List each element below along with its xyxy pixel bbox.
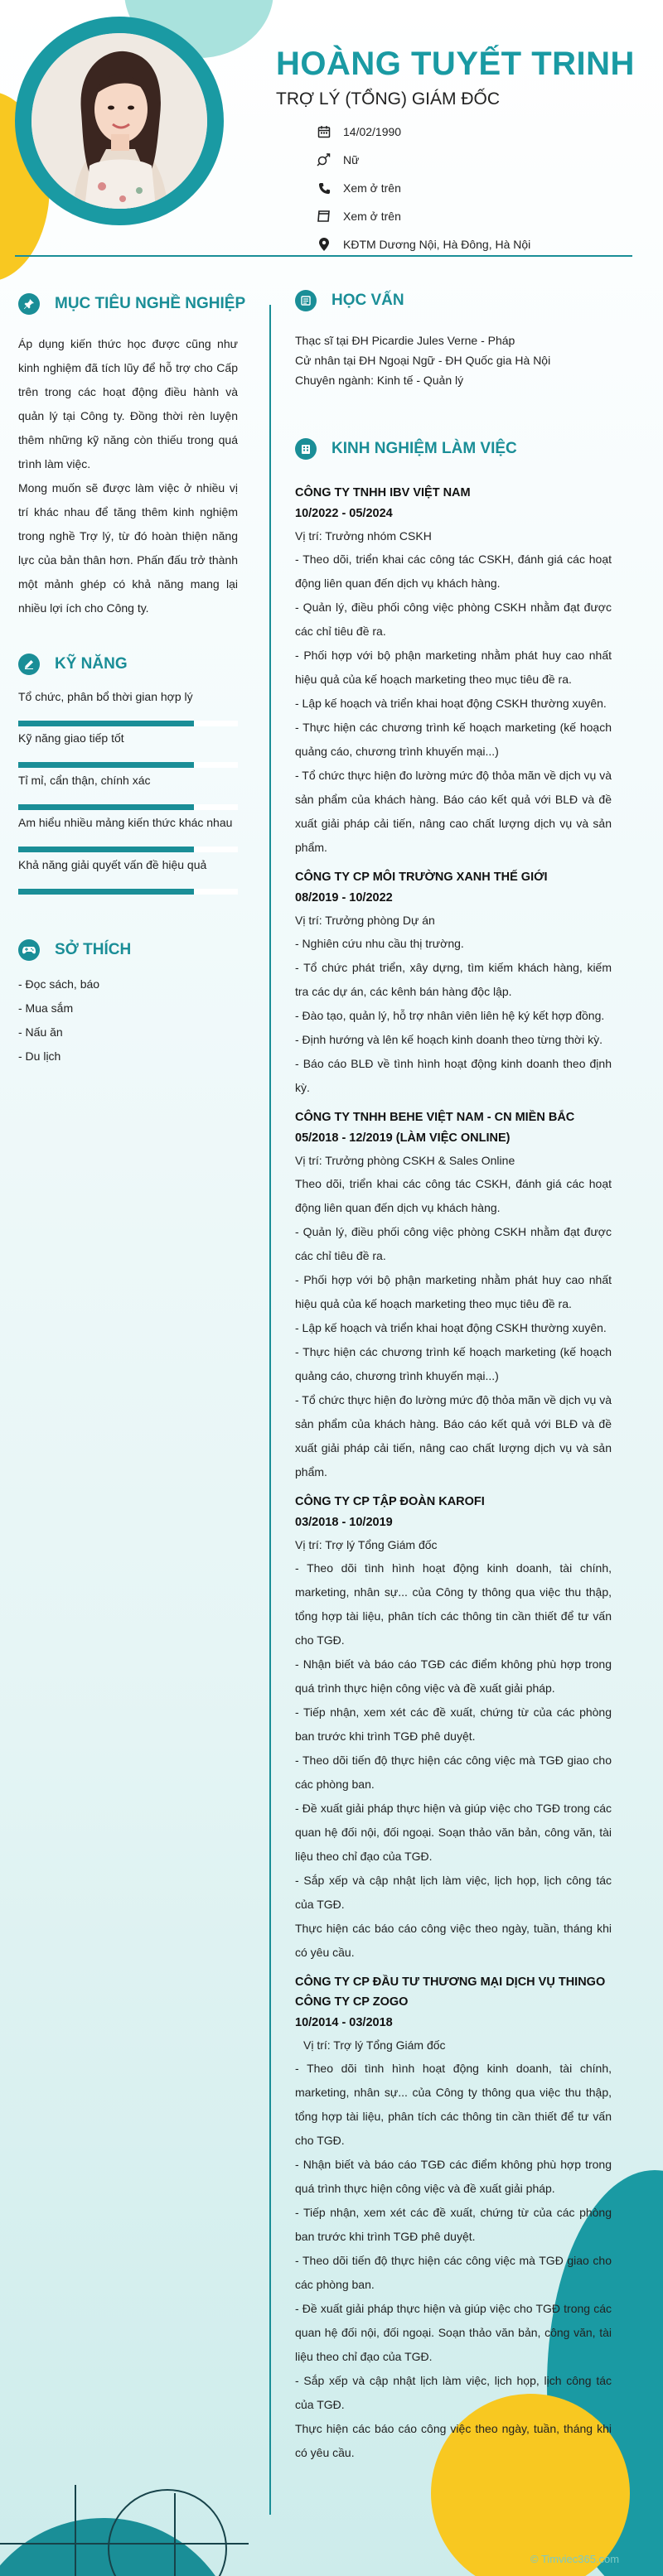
contact-gender	[317, 146, 530, 174]
job-duty: - Tiếp nhận, xem xét các đề xuất, chứng từ của các phòng ban trước khi trình TGĐ phê duyệt.	[295, 1705, 612, 1743]
objective-text	[18, 332, 238, 620]
skill-item	[18, 774, 238, 810]
contact-address-text: KĐTM Dương Nội, Hà Đông, Hà Nội	[343, 238, 531, 251]
job-period: 08/2019 - 10/2022	[295, 891, 393, 904]
location-icon	[317, 237, 332, 252]
contact-phone	[317, 174, 530, 202]
job-duty: - Lập kế hoạch và triển khai hoạt động CSKH thường xuyên.	[295, 697, 607, 710]
job-duty: - Thực hiện các chương trình kế hoạch marketing (kế hoạch quảng cáo, chương trình khuyến mại...)	[295, 721, 612, 758]
contact-email-text[interactable]: Xem ở trên	[343, 210, 401, 223]
skill-bar-fill	[18, 721, 194, 726]
job-duty: - Quản lý, điều phối công việc phòng CSKH nhằm đạt được các chỉ tiêu đề ra.	[295, 601, 612, 638]
skill-label: Tỉ mỉ, cẩn thận, chính xác	[18, 774, 151, 787]
contact-birthday	[317, 118, 530, 146]
job-period: 10/2014 - 03/2018	[295, 2016, 393, 2029]
hobbies-heading	[18, 939, 131, 961]
experience-title: KINH NGHIỆM LÀM VIỆC	[332, 440, 517, 457]
job-duty: - Phối hợp với bộ phận marketing nhằm phát huy cao nhất hiệu quả của kế hoạch marketing theo mục tiêu đề ra.	[295, 649, 612, 686]
contact-birthday-text: 14/02/1990	[343, 125, 402, 138]
watermark: © Timviec365.com	[530, 2553, 620, 2565]
skill-bar	[18, 847, 238, 852]
skill-label: Kỹ năng giao tiếp tốt	[18, 731, 124, 745]
contact-email	[317, 202, 530, 230]
job-duty: Thực hiện các báo cáo công việc theo ngày, tuần, tháng khi có yêu cầu.	[295, 1922, 612, 1959]
objective-heading	[18, 293, 245, 315]
skill-label: Tổ chức, phân bổ thời gian hợp lý	[18, 690, 193, 703]
education-line: Cử nhân tại ĐH Ngoại Ngữ - ĐH Quốc gia Hà Nội	[295, 354, 551, 367]
skill-bar	[18, 762, 238, 768]
job-entry	[295, 483, 612, 860]
skill-bar-fill	[18, 889, 194, 895]
objective-paragraph: Mong muốn sẽ được làm việc ở nhiều vị trí khác nhau để tăng thêm kinh nghiệm trong nghề Trợ lý, từ đó hoàn thiện năng lực của bản thân hơn. Phấn đấu trở thành một mảnh ghép có khả năng mang lại nhiều lợi ích cho Công ty.	[18, 481, 238, 615]
job-entry	[295, 1972, 612, 2465]
job-duty: Theo dõi, triển khai các công tác CSKH, đánh giá các hoạt động liên quan đến dịch vụ khách hàng.	[295, 1177, 612, 1214]
candidate-name: HOÀNG TUYẾT TRINH	[276, 46, 635, 82]
skill-label: Am hiểu nhiều mảng kiến thức khác nhau	[18, 816, 233, 829]
job-duty: - Sắp xếp và cập nhật lịch làm việc, lịch họp, lịch công tác của TGĐ.	[295, 1874, 612, 1911]
job-duty: - Định hướng và lên kế hoạch kinh doanh theo từng thời kỳ.	[295, 1033, 603, 1046]
job-duty: - Đề xuất giải pháp thực hiện và giúp việc cho TGĐ trong các quan hệ đối nội, đối ngoại. Soạn thảo văn bản, công văn, tài liệu theo chỉ đạo của TGĐ.	[295, 2302, 612, 2363]
job-position: Vị trí: Trưởng phòng CSKH & Sales Online	[295, 1154, 515, 1167]
job-entry	[295, 1107, 612, 1484]
job-duty: - Theo dõi tình hình hoạt động kinh doanh, tài chính, marketing, nhân sự... của Công ty thông qua việc thu thập, tổng hợp tài liệu, phân tích các thông tin cần thiết để tư vấn cho TGĐ.	[295, 2062, 612, 2147]
job-duty: - Nhận biết và báo cáo TGĐ các điểm không phù hợp trong quá trình thực hiện công việc và đề xuất giải pháp.	[295, 1657, 612, 1695]
hobby-item: - Đọc sách, báo	[18, 977, 100, 991]
job-duty: - Nhận biết và báo cáo TGĐ các điểm không phù hợp trong quá trình thực hiện công việc và đề xuất giải pháp.	[295, 2158, 612, 2195]
job-position: Vị trí: Trưởng nhóm CSKH	[295, 529, 432, 543]
hobby-item: - Du lịch	[18, 1049, 61, 1063]
job-period: 05/2018 - 12/2019 (LÀM VIỆC ONLINE)	[295, 1131, 511, 1145]
skill-item	[18, 731, 238, 768]
email-icon	[317, 209, 332, 224]
skills-title: KỸ NĂNG	[55, 655, 128, 673]
job-duty: - Nghiên cứu nhu cầu thị trường.	[295, 937, 464, 950]
contact-gender-text: Nữ	[343, 153, 360, 166]
skills-heading	[18, 654, 128, 675]
briefcase-icon	[295, 438, 317, 460]
graduation-icon	[295, 290, 317, 311]
skill-bar	[18, 889, 238, 895]
job-position: Vị trí: Trợ lý Tổng Giám đốc	[303, 2038, 446, 2052]
job-duty: - Tiếp nhận, xem xét các đề xuất, chứng từ của các phòng ban trước khi trình TGĐ phê duyệt.	[295, 2206, 612, 2243]
education-heading	[295, 290, 404, 311]
job-duty: Thực hiện các báo cáo công việc theo ngày, tuần, tháng khi có yêu cầu.	[295, 2422, 612, 2459]
skill-item	[18, 816, 238, 852]
job-duty: - Lập kế hoạch và triển khai hoạt động CSKH thường xuyên.	[295, 1321, 607, 1334]
contact-list	[317, 118, 530, 258]
job-duty: - Tổ chức thực hiện đo lường mức độ thỏa mãn về dịch vụ và sản phẩm của khách hàng. Báo cáo kết quả với BLĐ và đề xuất giải pháp cải tiến, nâng cao chất lượng dịch vụ và sản phẩm.	[295, 769, 612, 854]
job-company: CÔNG TY TNHH BEHE VIỆT NAM - CN MIỀN BẮC	[295, 1111, 575, 1124]
job-duty: - Đề xuất giải pháp thực hiện và giúp việc cho TGĐ trong các quan hệ đối nội, đối ngoại. Soạn thảo văn bản, công văn, tài liệu theo chỉ đạo của TGĐ.	[295, 1802, 612, 1863]
hobbies-title: SỞ THÍCH	[55, 941, 132, 958]
job-duty: - Quản lý, điều phối công việc phòng CSKH nhằm đạt được các chỉ tiêu đề ra.	[295, 1225, 612, 1262]
profile-photo	[31, 33, 207, 209]
contact-address	[317, 230, 530, 258]
hobbies-list	[18, 972, 238, 1069]
skill-item	[18, 690, 238, 726]
portrait-illustration	[31, 33, 207, 209]
skill-item	[18, 858, 238, 895]
objective-paragraph: Áp dụng kiến thức học được cũng như kinh nghiệm đã tích lũy để hỗ trợ cho Cấp trên trong các hoạt động điều hành và quản lý tại Công ty. Đồng thời rèn luyện thêm những kỹ năng còn thiếu trong quá trình làm việc.	[18, 337, 238, 470]
job-company: CÔNG TY CP MÔI TRƯỜNG XANH THẾ GIỚI	[295, 871, 548, 884]
ring-decoration	[108, 2489, 227, 2576]
job-company: CÔNG TY CP TẬP ĐOÀN KAROFI	[295, 1495, 485, 1508]
job-duty: - Đào tạo, quản lý, hỗ trợ nhân viên liên hệ ký kết hợp đồng.	[295, 1009, 605, 1022]
skill-bar	[18, 721, 238, 726]
job-period: 10/2022 - 05/2024	[295, 507, 393, 520]
education-line: Thạc sĩ tại ĐH Picardie Jules Verne - Pháp	[295, 334, 515, 347]
job-duty: - Báo cáo BLĐ về tình hình hoạt động kinh doanh theo định kỳ.	[295, 1057, 612, 1094]
header-divider	[15, 255, 632, 257]
job-entry	[295, 867, 612, 1100]
job-duty: - Phối hợp với bộ phận marketing nhằm phát huy cao nhất hiệu quả của kế hoạch marketing theo mục tiêu đề ra.	[295, 1273, 612, 1310]
pin-icon	[18, 293, 40, 315]
hobby-item: - Nấu ăn	[18, 1025, 63, 1039]
job-company: CÔNG TY TNHH IBV VIỆT NAM	[295, 486, 471, 499]
gender-icon	[317, 152, 332, 167]
skill-bar-fill	[18, 804, 194, 810]
job-duty: - Sắp xếp và cập nhật lịch làm việc, lịch họp, lịch công tác của TGĐ.	[295, 2374, 612, 2411]
job-company: CÔNG TY CP ĐẦU TƯ THƯƠNG MẠI DỊCH VỤ THINGO	[295, 1975, 606, 1989]
job-duty: - Theo dõi tiến độ thực hiện các công việc mà TGĐ giao cho các phòng ban.	[295, 2254, 612, 2291]
job-position: Vị trí: Trợ lý Tổng Giám đốc	[295, 1538, 438, 1551]
job-duty: - Theo dõi tiến độ thực hiện các công việc mà TGĐ giao cho các phòng ban.	[295, 1754, 612, 1791]
line-decoration	[0, 2543, 249, 2545]
pencil-icon	[18, 654, 40, 675]
education-title: HỌC VẤN	[332, 292, 404, 309]
candidate-role: TRỢ LÝ (TỔNG) GIÁM ĐỐC	[276, 89, 501, 109]
phone-icon	[317, 181, 332, 195]
objective-title: MỤC TIÊU NGHỀ NGHIỆP	[55, 295, 246, 312]
line-decoration	[75, 2485, 76, 2576]
job-duty: - Tổ chức phát triển, xây dựng, tìm kiếm khách hàng, kiếm tra các dự án, các kênh bán hàng độc lập.	[295, 961, 612, 998]
skill-bar-fill	[18, 762, 194, 768]
hobby-item: - Mua sắm	[18, 1001, 74, 1015]
column-divider	[269, 305, 271, 2515]
contact-phone-text[interactable]: Xem ở trên	[343, 181, 401, 195]
line-decoration	[174, 2493, 176, 2576]
gamepad-icon	[18, 939, 40, 961]
job-entry	[295, 1492, 612, 1965]
skill-bar	[18, 804, 238, 810]
education-line: Chuyên ngành: Kinh tế - Quản lý	[295, 374, 464, 387]
education-list	[295, 330, 635, 390]
job-duty: - Tổ chức thực hiện đo lường mức độ thỏa mãn về dịch vụ và sản phẩm của khách hàng. Báo cáo kết quả với BLĐ và đề xuất giải pháp cải tiến, nâng cao chất lượng dịch vụ và sản phẩm.	[295, 1393, 612, 1479]
experience-heading	[295, 438, 517, 460]
job-duty: - Theo dõi, triển khai các công tác CSKH, đánh giá các hoạt động liên quan đến dịch vụ khách hàng.	[295, 552, 612, 590]
skill-bar-fill	[18, 847, 194, 852]
job-duty: - Thực hiện các chương trình kế hoạch marketing (kế hoạch quảng cáo, chương trình khuyến mại...)	[295, 1345, 612, 1382]
calendar-icon	[317, 124, 332, 139]
job-period: 03/2018 - 10/2019	[295, 1516, 393, 1529]
job-position: Vị trí: Trưởng phòng Dự án	[295, 914, 435, 927]
skill-label: Khả năng giải quyết vấn đề hiệu quả	[18, 858, 207, 871]
job-duty: - Theo dõi tình hình hoạt động kinh doanh, tài chính, marketing, nhân sự... của Công ty thông qua việc thu thập, tổng hợp tài liệu, phân tích các thông tin cần thiết để tư vấn cho TGĐ.	[295, 1561, 612, 1647]
job-company-secondary: CÔNG TY CP ZOGO	[295, 1995, 409, 2009]
